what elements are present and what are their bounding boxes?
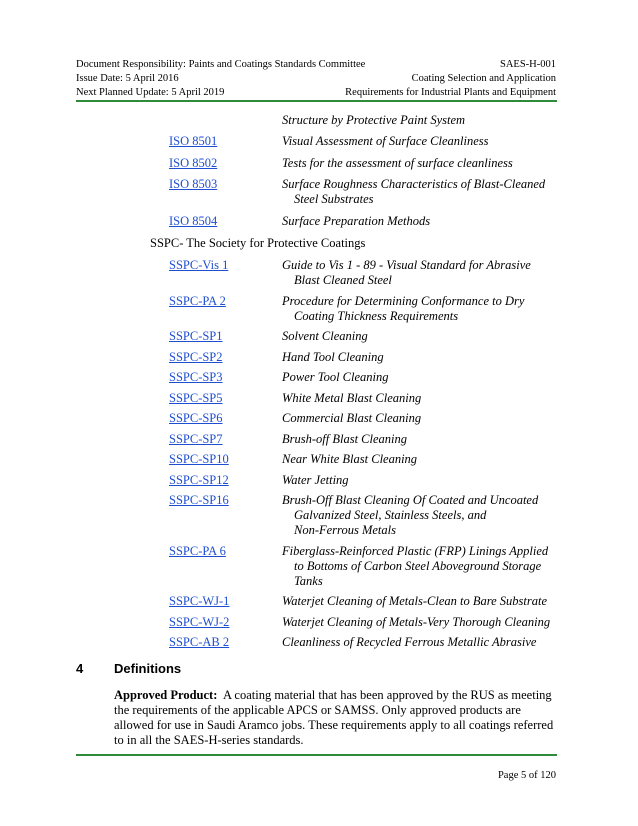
- reference-title-line: Fiberglass-Reinforced Plastic (FRP) Linings Applied: [282, 543, 549, 558]
- reference-row: [169, 156, 569, 171]
- reference-title: [282, 473, 567, 488]
- reference-title: [282, 544, 567, 589]
- header-doc-number: SAES-H-001: [499, 59, 556, 70]
- page-number: Page 5 of 120: [497, 770, 556, 781]
- reference-row: [169, 329, 569, 344]
- reference-row: [169, 258, 569, 288]
- reference-link[interactable]: ISO 8502: [169, 155, 218, 170]
- reference-title: [282, 452, 567, 467]
- reference-title-line: Procedure for Determining Conformance to Dry: [282, 293, 525, 308]
- reference-title-line: Commercial Blast Cleaning: [282, 411, 422, 425]
- reference-link[interactable]: SSPC-SP10: [169, 452, 229, 466]
- reference-row: [169, 350, 569, 365]
- header-next-update: Next Planned Update: 5 April 2019: [76, 87, 225, 98]
- reference-title-line: Waterjet Cleaning of Metals-Clean to Bare Substrate: [282, 594, 548, 608]
- reference-row: [169, 411, 569, 426]
- reference-link[interactable]: ISO 8501: [169, 134, 218, 148]
- reference-link[interactable]: SSPC-PA 2: [169, 293, 226, 308]
- reference-link[interactable]: ISO 8503: [169, 177, 218, 191]
- reference-title-line: Waterjet Cleaning of Metals-Very Thorough Cleaning: [282, 614, 551, 629]
- definition-paragraph: [114, 688, 560, 748]
- reference-title-line: Hand Tool Cleaning: [282, 349, 384, 364]
- reference-link[interactable]: SSPC-SP2: [169, 349, 223, 364]
- reference-row: [169, 177, 569, 207]
- reference-row: [169, 493, 569, 538]
- reference-link[interactable]: ISO 8504: [169, 213, 218, 228]
- reference-title-line: White Metal Blast Cleaning: [282, 390, 422, 405]
- sspc-group-title: SSPC- The Society for Protective Coatings: [150, 236, 366, 250]
- reference-link[interactable]: SSPC-SP1: [169, 329, 223, 343]
- reference-title: [282, 294, 567, 324]
- section-number: 4: [76, 661, 84, 676]
- reference-title-line: Water Jetting: [282, 472, 349, 487]
- section-title: Definitions: [114, 661, 182, 676]
- header-doc-title-1: Coating Selection and Application: [411, 73, 556, 84]
- iso-reference-list: [169, 134, 569, 235]
- reference-title: [282, 594, 567, 609]
- reference-title-line: Visual Assessment of Surface Cleanliness: [282, 134, 489, 148]
- reference-link[interactable]: SSPC-WJ-2: [169, 614, 230, 629]
- reference-title: [282, 635, 567, 650]
- header-divider: [76, 100, 557, 102]
- reference-title: [282, 329, 567, 344]
- section-heading: [76, 661, 181, 676]
- reference-title-line: Surface Preparation Methods: [282, 213, 431, 228]
- definition-text: A coating material that has been approved by the RUS as meeting the requirements of the applicable APCS or SAMSS. Only approved products are allowed for use in Saudi Aramco jobs. These requirements apply to all coatings referred to in all the SAES-H-series standards.: [114, 688, 554, 747]
- reference-title: [282, 493, 567, 538]
- reference-title-continuation: Tanks: [294, 573, 323, 588]
- reference-title-continuation: Blast Cleaned Steel: [294, 273, 392, 287]
- reference-title-continuation: Non-Ferrous Metals: [294, 523, 396, 537]
- reference-title: [282, 615, 567, 630]
- reference-link[interactable]: SSPC-SP3: [169, 370, 223, 384]
- reference-title-line: Brush-off Blast Cleaning: [282, 431, 407, 446]
- reference-title-line: Brush-Off Blast Cleaning Of Coated and Uncoated: [282, 493, 539, 507]
- reference-title-line: Guide to Vis 1 - 89 - Visual Standard for Abrasive: [282, 258, 531, 272]
- reference-title: [282, 350, 567, 365]
- reference-title-line: Solvent Cleaning: [282, 329, 368, 343]
- reference-row: [169, 391, 569, 406]
- reference-title-line: Tests for the assessment of surface cleanliness: [282, 155, 513, 170]
- reference-title-line: Cleanliness of Recycled Ferrous Metallic Abrasive: [282, 635, 537, 649]
- reference-title-continuation: Galvanized Steel, Stainless Steels, and: [294, 508, 487, 522]
- continued-title: Structure by Protective Paint System: [282, 113, 466, 127]
- reference-title: [282, 391, 567, 406]
- reference-title: [282, 432, 567, 447]
- reference-link[interactable]: SSPC-SP5: [169, 390, 223, 405]
- reference-title-line: Surface Roughness Characteristics of Blast-Cleaned: [282, 177, 546, 191]
- definition-term: Approved Product:: [114, 688, 218, 702]
- reference-row: [169, 370, 569, 385]
- reference-link[interactable]: SSPC-PA 6: [169, 543, 226, 558]
- reference-link[interactable]: SSPC-SP12: [169, 472, 229, 487]
- header-responsibility: Document Responsibility: Paints and Coatings Standards Committee: [76, 59, 366, 70]
- reference-title-continuation: Coating Thickness Requirements: [294, 308, 459, 323]
- reference-link[interactable]: SSPC-SP6: [169, 411, 223, 425]
- header-doc-title-2: Requirements for Industrial Plants and Equipment: [345, 87, 556, 98]
- sspc-reference-list: [169, 258, 569, 656]
- reference-title: [282, 134, 567, 149]
- reference-link[interactable]: SSPC-WJ-1: [169, 594, 230, 608]
- reference-row: [169, 615, 569, 630]
- reference-row: [169, 473, 569, 488]
- reference-title: [282, 411, 567, 426]
- reference-row: [169, 134, 569, 149]
- reference-title: [282, 156, 567, 171]
- reference-title-continuation: Steel Substrates: [294, 192, 374, 206]
- reference-title-continuation: to Bottoms of Carbon Steel Aboveground Storage: [294, 558, 542, 573]
- footer-divider: [76, 754, 557, 756]
- page-header: [76, 58, 556, 100]
- header-issue-date: Issue Date: 5 April 2016: [76, 73, 179, 84]
- reference-row: [169, 452, 569, 467]
- reference-row: [169, 635, 569, 650]
- reference-title-line: Power Tool Cleaning: [282, 370, 389, 384]
- reference-row: [169, 432, 569, 447]
- reference-title: [282, 177, 567, 207]
- reference-link[interactable]: SSPC-Vis 1: [169, 258, 229, 272]
- reference-row: [169, 544, 569, 589]
- reference-title: [282, 370, 567, 385]
- reference-row: [169, 214, 569, 229]
- reference-link[interactable]: SSPC-SP7: [169, 431, 223, 446]
- reference-title: [282, 258, 567, 288]
- reference-row: [169, 294, 569, 324]
- reference-title: [282, 214, 567, 229]
- reference-row: [169, 594, 569, 609]
- reference-link[interactable]: SSPC-SP16: [169, 493, 229, 507]
- reference-link[interactable]: SSPC-AB 2: [169, 635, 230, 649]
- reference-title-line: Near White Blast Cleaning: [282, 452, 418, 466]
